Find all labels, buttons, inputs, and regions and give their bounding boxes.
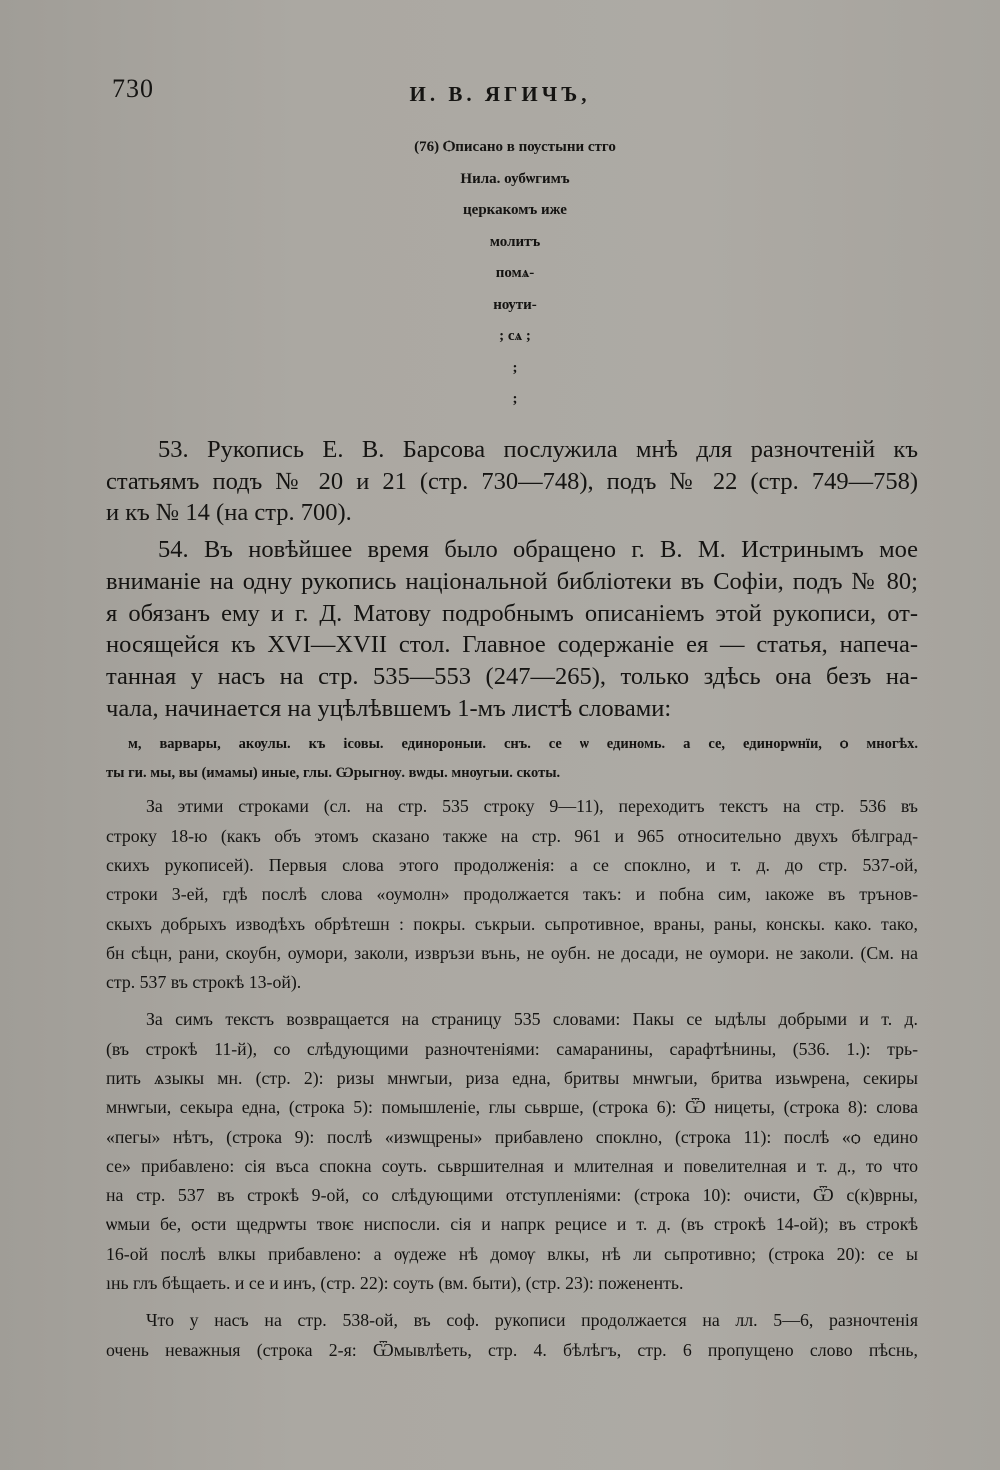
colophon-line: ; (512, 391, 518, 407)
slavonic-quote (106, 730, 918, 788)
paragraph-54 (106, 534, 918, 724)
colophon-line: помѧ- (495, 265, 535, 281)
colophon-line: ; (512, 359, 518, 376)
text-line: Что у насъ на стр. 538-ой, въ соф. рукописи продолжается на лл. 5—6, разночтенія (146, 1310, 918, 1331)
text-line: се» прибавлено: сія въса спокна соуть. сьвршителная и млителная и повелителная и т. д., то что (106, 1155, 918, 1176)
text-line: (въ строкѣ 11-й), со слѣдующими разночтеніями: самаранины, сарафтѣнины, (536. 1.): трь- (106, 1038, 918, 1059)
text-line: очень неважныя (строка 2-я: Ѿмывлѣеть, стр. 4. бѣлѣгъ, стр. 6 пропущено слово пѣснь, (106, 1339, 918, 1360)
colophon-block (330, 132, 700, 416)
page-number: 730 (112, 74, 154, 103)
text-line: танная у насъ на стр. 535—553 (247—265), только здѣсь она безъ на- (106, 662, 918, 690)
text-line: строки 3-ей, гдѣ послѣ слова «оумолн» продолжается такъ: и побна сим, ıакоже въ трънов- (106, 884, 918, 905)
text-line: 53. Рукопись Е. В. Барсова послужила мнѣ для разночтеній къ (158, 436, 918, 463)
text-line: скихъ рукописей). Первыя слова этого продолженія: а се споклно, и т. д. до стр. 537-ой, (106, 854, 918, 875)
text-line: вниманіе на одну рукопись національной библіотеки въ Софіи, подъ № 80; (106, 567, 918, 595)
text-line: мнѡгыи, секыра една, (строка 5): помышленіе, глы сьвршe, (строка 6): Ѿ ницеты, (строка 8): слова (106, 1097, 918, 1118)
colophon-line: нѹти- (493, 296, 537, 313)
body-text (106, 434, 918, 1373)
text-line: «пегы» нѣтъ, (строка 9): послѣ «изѡщрены» прибавлено споклно, (строка 11): послѣ «ѻ едино (106, 1126, 918, 1147)
text-line: За симъ текстъ возвращается на страницу 535 словами: Пакы се ыдѣлы добрыми и т. д. (146, 1009, 918, 1030)
text-line: 16-ой послѣ влкы прибавлено: а ѹдеже нѣ домѹ влкы, нѣ ли сьпротивно; (строка 20): се ы (106, 1243, 918, 1264)
text-line: ѡмыи бе, ѻсти щедрѡты твоѥ ниспосли. сія и напрк рецисе и т. д. (въ строкѣ 14-ой); въ строкѣ (106, 1214, 918, 1235)
colophon-line: церкакомъ иже (463, 202, 567, 218)
text-line: статьямъ подъ № 20 и 21 (стр. 730—748), подъ № 22 (стр. 749—758) (106, 467, 918, 495)
text-line: строку 18-ю (какъ объ этомъ сказано также на стр. 961 и 965 относительно двухъ бѣлград- (106, 825, 918, 846)
quote-line: ты ги. мы, вы (имамы) иные, глы. Ѡрыгнѹ. вѡды. мнѹгыи. скоты. (106, 765, 561, 782)
text-line: 54. Въ новѣйшее время было обращено г. В. М. Истринымъ мое (158, 536, 918, 564)
text-line: бн сѣцн, рани, скоубн, оумори, заколи, извръзи вънь, не оубн. не досади, не оумори. не заколи. (См. на (106, 942, 918, 963)
paragraph-53 (106, 434, 918, 529)
paragraph-continuation (106, 792, 918, 997)
text-line: стр. 537 въ строкѣ 13-ой). (106, 972, 302, 993)
colophon-line: (76) Ѻписано в пѹстыни стго (414, 139, 616, 155)
text-line: чала, начинается на уцѣлѣвшемъ 1-мъ листѣ словами: (106, 694, 672, 722)
colophon-line: молитъ (489, 233, 541, 250)
colophon-line: ; сѧ ; (499, 328, 531, 344)
text-line: скыхъ добрыхъ изводѣхъ обрѣтешн : покры. съкрыи. сьпротивное, враны, раны, конскы. како. тако, (106, 913, 918, 934)
text-line: ıнь глъ бѣщаеть. и се и инъ, (стр. 22): соуть (вм. быти), (стр. 23): пожененть. (106, 1273, 684, 1294)
text-line: За этими строками (сл. на стр. 535 строку 9—11), переходитъ текстъ на стр. 536 въ (146, 796, 918, 817)
paragraph-variants (106, 1005, 918, 1298)
text-line: и къ № 14 (на стр. 700). (106, 499, 352, 527)
text-line: носящейся къ XVI—XVII стол. Главное содержаніе ея — статья, напеча- (106, 631, 918, 659)
text-line: на стр. 537 въ строкѣ 9-ой, со слѣдующими отступленіями: (строка 10): очисти, Ѿ с(к)врны, (106, 1185, 918, 1206)
paragraph-538 (106, 1306, 918, 1365)
quote-line: м, варвары, акѹлы. къ ісовы. единороныи. снъ. се ѡ единомь. а се, единорѡнїи, ѻ многѣх. (128, 736, 918, 753)
text-line: пить ѧзыкы мн. (стр. 2): ризы мнѡгыи, риза една, бритвы мнѡгыи, бритва изьѡрена, секиры (106, 1068, 918, 1088)
text-line: я обязанъ ему и г. Д. Матову подробнымъ описаніемъ этой рукописи, от- (106, 599, 918, 627)
running-title: И. В. ЯГИЧЪ, (409, 82, 591, 106)
colophon-line: Нила. оубѡгимъ (460, 170, 570, 187)
